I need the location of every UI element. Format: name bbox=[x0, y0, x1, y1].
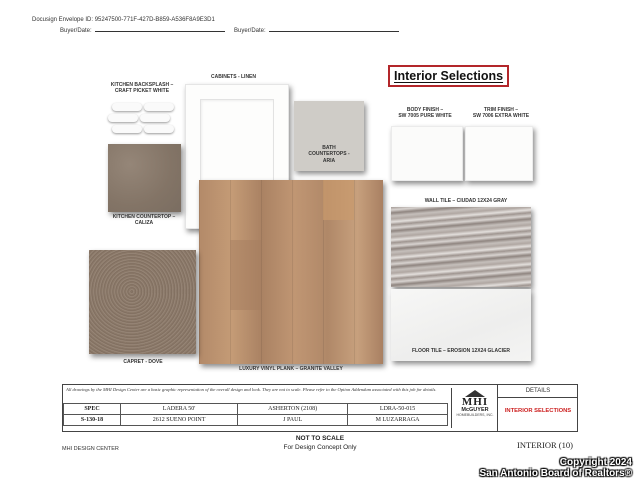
trim-finish-label: TRIM FINISH – SW 7006 EXTRA WHITE bbox=[472, 107, 530, 120]
mhi-logo bbox=[451, 388, 498, 428]
table-cell: J PAUL bbox=[238, 415, 348, 426]
buyer-date-label: Buyer/Date: bbox=[234, 28, 266, 34]
backsplash-swatch bbox=[108, 103, 180, 133]
buyer-date-label: Buyer/Date: bbox=[60, 28, 92, 34]
not-to-scale-text: NOT TO SCALE bbox=[295, 435, 345, 442]
table-row bbox=[64, 404, 448, 415]
details-cell bbox=[497, 385, 578, 431]
carpet-swatch bbox=[89, 250, 196, 354]
envelope-id: Docusign Envelope ID: 95247500-771F-427D-B859-A536F8A9E3D1 bbox=[32, 17, 215, 23]
logo-mhi: MHI bbox=[461, 396, 489, 408]
table-cell: 2612 SUENO POINT bbox=[121, 415, 238, 426]
kitchen-countertop-label: KITCHEN COUNTERTOP – CALIZA bbox=[112, 214, 176, 227]
logo-sub: HOMEBUILDERS, INC. bbox=[456, 413, 494, 417]
details-value: INTERIOR SELECTIONS bbox=[504, 408, 572, 414]
table-cell: LADERA 50' bbox=[121, 404, 238, 415]
floor-tile-label: FLOOR TILE – EROSION 12X24 GLACIER bbox=[411, 348, 511, 354]
table-cell: S-130-18 bbox=[64, 415, 121, 426]
cabinets-label: CABINETS - LINEN bbox=[211, 74, 256, 80]
bath-countertop-label: BATH COUNTERTOPS - ARIA bbox=[308, 145, 350, 164]
trim-finish-swatch bbox=[465, 126, 533, 181]
buyer-date-field-2[interactable] bbox=[234, 28, 399, 34]
table-cell: LDRA-50-015 bbox=[348, 404, 448, 415]
disclaimer-text: All drawings by the MHI Design Center are a basic graphic representation of the overall design and look. They are not to scale. Please refer to the Option Addendum associated with this job for details. bbox=[66, 387, 437, 392]
lvp-label: LUXURY VINYL PLANK – GRANITE VALLEY bbox=[239, 366, 343, 372]
wall-tile-swatch bbox=[391, 207, 531, 287]
lvp-swatch bbox=[199, 180, 383, 364]
body-finish-label: BODY FINISH – SW 7005 PURE WHITE bbox=[398, 107, 452, 120]
board-watermark: San Antonio Board of Realtors® bbox=[479, 468, 632, 479]
concept-text: For Design Concept Only bbox=[283, 444, 357, 451]
spec-table bbox=[63, 403, 448, 426]
page-title: Interior Selections bbox=[388, 65, 509, 87]
body-finish-swatch bbox=[391, 126, 463, 181]
buyer-date-field-1[interactable] bbox=[60, 28, 225, 34]
table-cell: SPEC bbox=[64, 404, 121, 415]
title-block bbox=[62, 384, 578, 432]
details-header: DETAILS bbox=[498, 385, 578, 398]
table-row bbox=[64, 415, 448, 426]
kitchen-countertop-swatch bbox=[108, 144, 181, 212]
backsplash-label: KITCHEN BACKSPLASH – CRAFT PICKET WHITE bbox=[110, 82, 174, 95]
page-number: INTERIOR (10) bbox=[517, 440, 573, 450]
logo-brand: McGUYER bbox=[461, 407, 489, 413]
wall-tile-label: WALL TILE – CIUDAD 12X24 GRAY bbox=[424, 198, 508, 204]
table-cell: ASHERTON (2108) bbox=[238, 404, 348, 415]
carpet-label: CAPRET - DOVE bbox=[123, 359, 163, 365]
copyright-watermark: Copyright 2024 bbox=[559, 457, 632, 468]
table-cell: M LUZARRAGA bbox=[348, 415, 448, 426]
design-center-text: MHI DESIGN CENTER bbox=[62, 446, 119, 452]
